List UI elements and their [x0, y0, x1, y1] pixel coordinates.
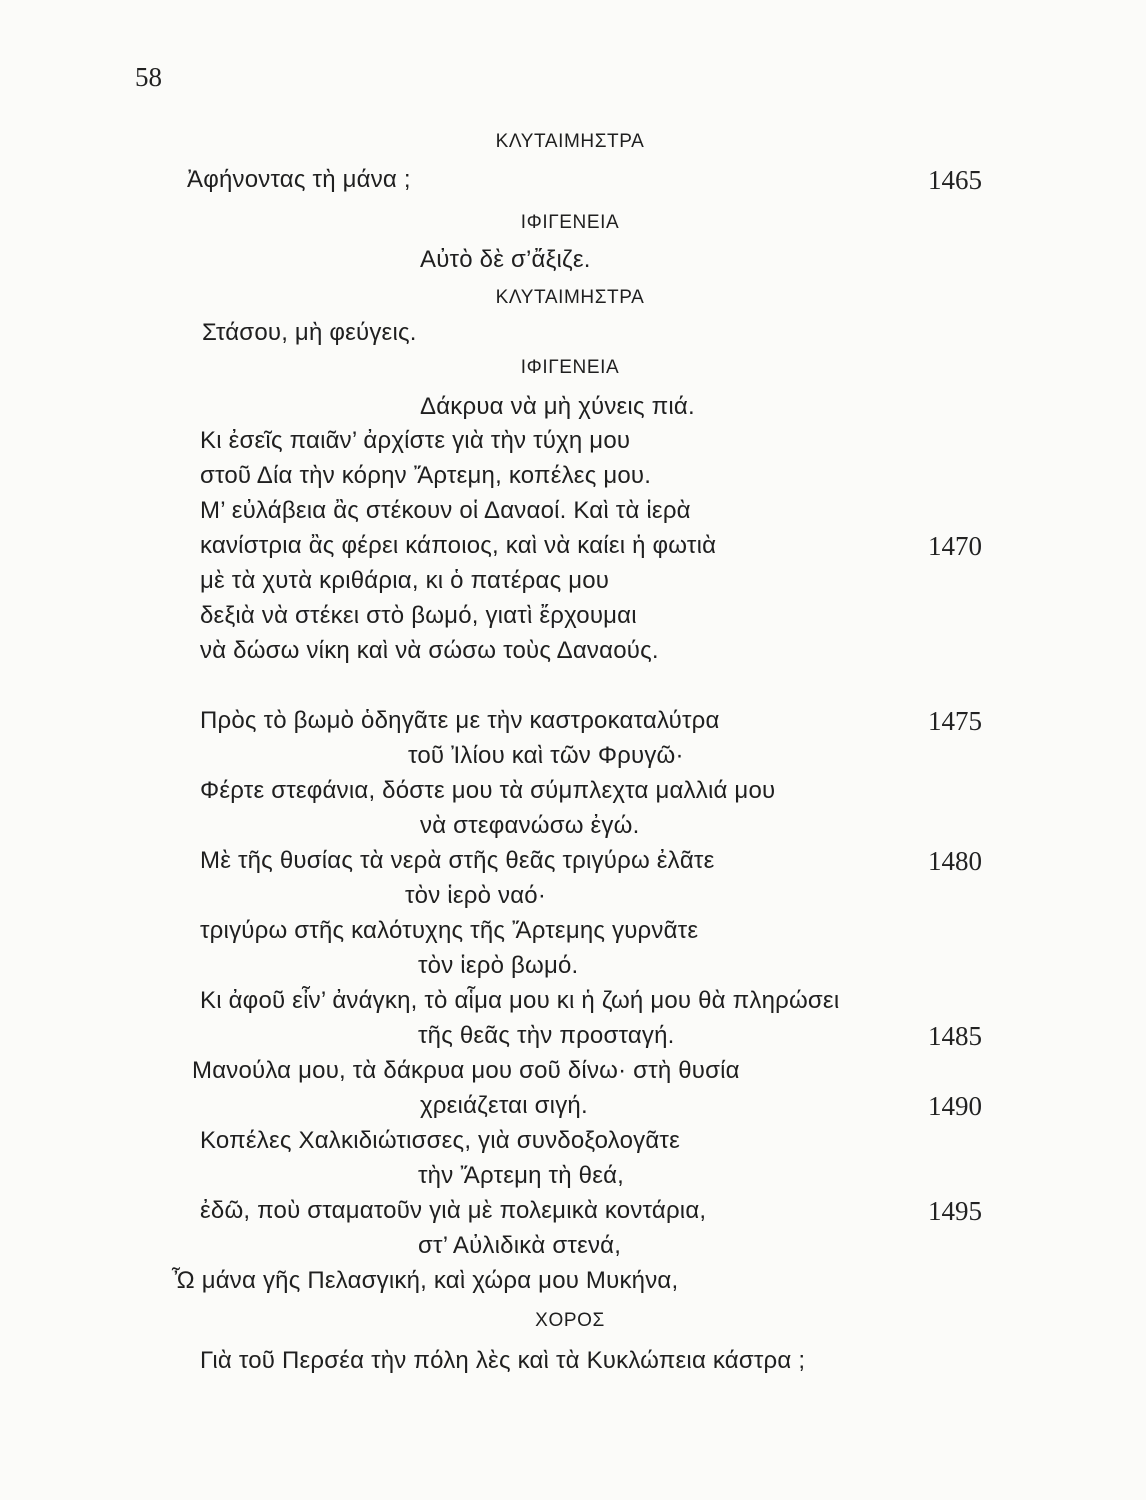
verse-line: δεξιὰ νὰ στέκει στὸ βωμό, γιατὶ ἔρχουμαι [200, 602, 637, 629]
line-number: 1495 [928, 1196, 982, 1226]
verse-line: Δάκρυα νὰ μὴ χύνεις πιά. [420, 393, 695, 420]
verse-line: Κι ἐσεῖς παιᾶν’ ἀρχίστε γιὰ τὴν τύχη μου [200, 427, 631, 454]
verse-line: νὰ δώσω νίκη καὶ νὰ σώσω τοὺς Δαναούς. [200, 637, 659, 664]
verse-line: Φέρτε στεφάνια, δόστε μου τὰ σύμπλεχτα μαλλιά μου [200, 777, 776, 804]
verse-line: τὸν ἱερὸ βωμό. [418, 952, 579, 979]
speaker-ifigeneia: ΙΦΙΓΕΝΕΙΑ [520, 357, 620, 378]
verse-line: νὰ στεφανώσω ἐγώ. [420, 812, 640, 839]
line-number: 1490 [928, 1091, 982, 1121]
speaker-ifigeneia: ΙΦΙΓΕΝΕΙΑ [520, 212, 620, 233]
line-number: 1475 [928, 706, 982, 736]
verse-line: τριγύρω στῆς καλότυχης τῆς Ἄρτεμης γυρνᾶτε [200, 917, 699, 944]
line-number: 1470 [928, 531, 982, 561]
verse-line: Μανούλα μου, τὰ δάκρυα μου σοῦ δίνω· στὴ θυσία [192, 1057, 740, 1084]
speaker-choros: ΧΟΡΟΣ [535, 1310, 605, 1331]
verse-line: ἐδῶ, ποὺ σταματοῦν γιὰ μὲ πολεμικὰ κοντάρια, [200, 1197, 707, 1224]
verse-line: Κι ἀφοῦ εἶν’ ἀνάγκη, τὸ αἷμα μου κι ἡ ζωή μου θὰ πληρώσει [200, 987, 840, 1014]
verse-line: χρειάζεται σιγή. [420, 1092, 588, 1119]
page-number: 58 [135, 62, 162, 92]
verse-line: Πρὸς τὸ βωμὸ ὁδηγᾶτε με τὴν καστροκαταλύτρα [200, 707, 720, 734]
verse-line: τοῦ Ἰλίου καὶ τῶν Φρυγῶ· [408, 742, 684, 769]
line-number: 1485 [928, 1021, 982, 1051]
verse-line: μὲ τὰ χυτὰ κριθάρια, κι ὁ πατέρας μου [200, 567, 610, 594]
speaker-klytaimnistra: ΚΛΥΤΑΙΜΗΣΤΡΑ [495, 131, 645, 152]
verse-line: στοῦ Δία τὴν κόρην Ἄρτεμη, κοπέλες μου. [200, 462, 652, 489]
verse-line: τὸν ἱερὸ ναό· [405, 882, 547, 909]
verse-line: Αὐτὸ δὲ σ’ἄξιζε. [420, 246, 591, 273]
verse-line: Ἀφήνοντας τὴ μάνα ; [187, 166, 411, 193]
verse-line: Γιὰ τοῦ Περσέα τὴν πόλη λὲς καὶ τὰ Κυκλώπεια κάστρα ; [200, 1347, 806, 1374]
speaker-klytaimnistra: ΚΛΥΤΑΙΜΗΣΤΡΑ [495, 287, 645, 308]
verse-line: Κοπέλες Χαλκιδιώτισσες, γιὰ συνδοξολογᾶτε [200, 1127, 681, 1154]
verse-line: στ’ Αὐλιδικὰ στενά, [418, 1232, 622, 1259]
verse-line: Στάσου, μὴ φεύγεις. [202, 319, 417, 346]
verse-line: τὴν Ἄρτεμη τὴ θεά, [418, 1162, 625, 1189]
verse-line: Ὦ μάνα γῆς Πελασγική, καὶ χώρα μου Μυκήνα, [172, 1267, 679, 1294]
line-number: 1465 [928, 165, 982, 195]
line-number: 1480 [928, 846, 982, 876]
verse-line: Μὲ τῆς θυσίας τὰ νερὰ στῆς θεᾶς τριγύρω ἐλᾶτε [200, 847, 715, 874]
verse-line: κανίστρια ἂς φέρει κάποιος, καὶ νὰ καίει ἡ φωτιὰ [200, 532, 717, 559]
verse-line: Μ’ εὐλάβεια ἂς στέκουν οἱ Δαναοί. Καὶ τὰ ἱερὰ [200, 497, 691, 524]
verse-line: τῆς θεᾶς τὴν προσταγή. [418, 1022, 675, 1049]
